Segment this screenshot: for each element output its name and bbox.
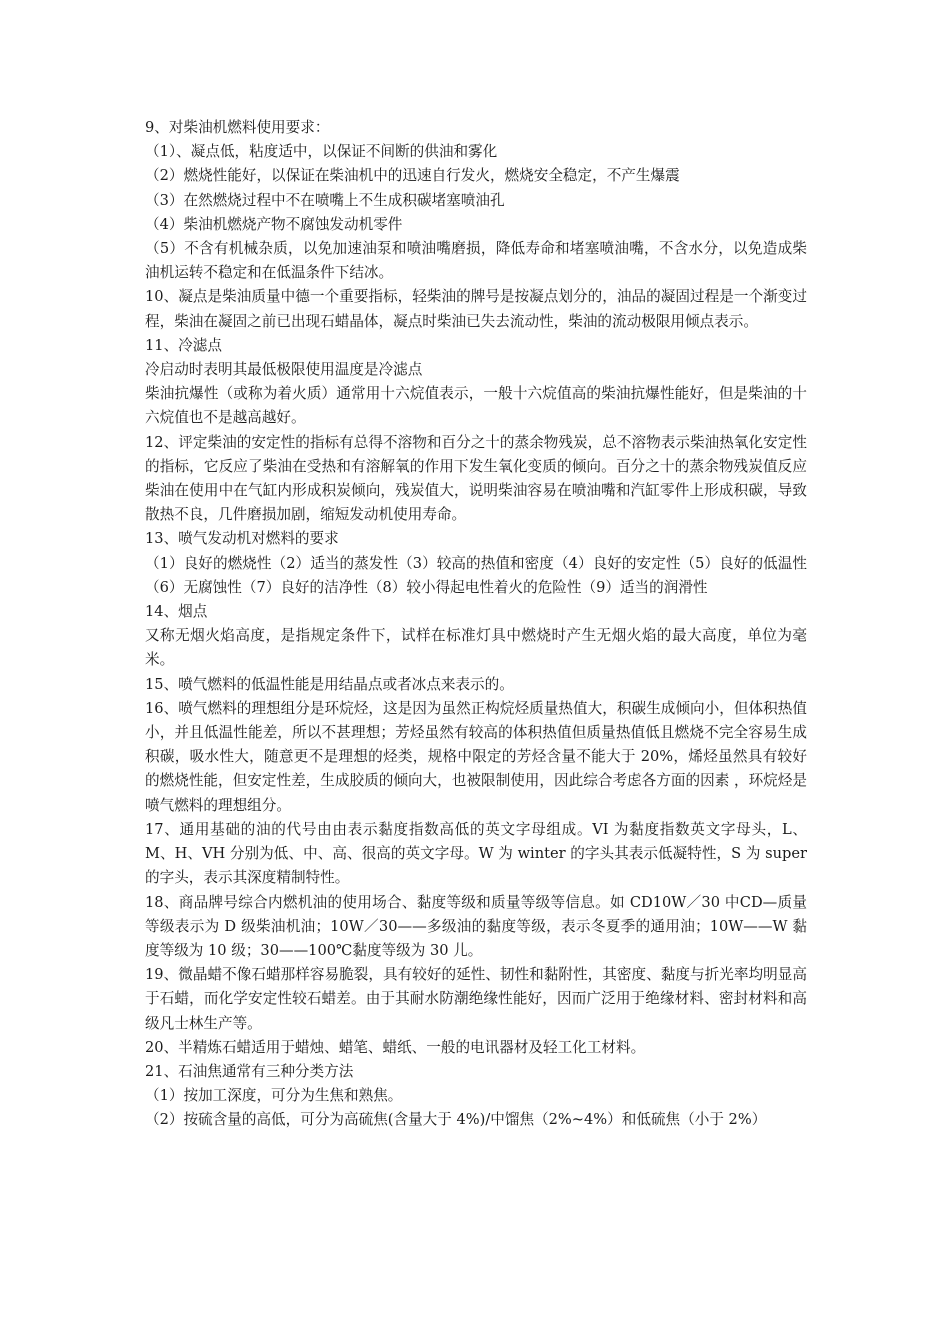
paragraph-21-item-1: （1）按加工深度，可分为生焦和熟焦。 [145,1087,403,1105]
paragraph-9-item-5: （5）不含有机械杂质，以免加速油泵和喷油嘴磨损，降低寿命和堵塞喷油嘴，不含水分，以免造成柴油机运转不稳定和在低温条件下结冰。 [145,240,807,282]
paragraph-9-item-2: （2）燃烧性能好，以保证在柴油机中的迅速自行发火，燃烧安全稳定，不产生爆震 [145,167,680,185]
paragraph-13-body: （1）良好的燃烧性（2）适当的蒸发性（3）较高的热值和密度（4）良好的安定性（5）良好的低温性（6）无腐蚀性（7）良好的洁净性（8）较小得起电性着火的危险性（9）适当的润滑性 [145,554,807,596]
paragraph-21-heading: 21、石油焦通常有三种分类方法 [145,1062,354,1080]
paragraph-9-item-1: （1）、凝点低，粘度适中，以保证不间断的供油和雾化 [145,143,498,161]
paragraph-9-item-3: （3）在然燃烧过程中不在喷嘴上不生成积碳堵塞喷油孔 [145,191,505,209]
paragraph-17: 17、通用基础的油的代号由由表示黏度指数高低的英文字母组成。VI 为黏度指数英文字母头，L、M、H、VH 分别为低、中、高、很高的英文字母。W 为 winter 的字头其表示低凝特性，S 为 super 的字头，表示其深度精制特性。 [145,820,807,887]
paragraph-11-body: 冷启动时表明其最低极限使用温度是冷滤点 [145,361,423,379]
paragraph-20: 20、半精炼石蜡适用于蜡烛、蜡笔、蜡纸、一般的电讯器材及轻工化工材料。 [145,1038,646,1056]
paragraph-9-heading: 9、对柴油机燃料使用要求： [145,119,330,136]
paragraph-11-heading: 11、冷滤点 [145,336,222,354]
paragraph-19: 19、微晶蜡不像石蜡那样容易脆裂，具有较好的延性、韧性和黏附性，其密度、黏度与折光率均明显高于石蜡，而化学安定性较石蜡差。由于其耐水防潮绝缘性能好，因而广泛用于绝缘材料、密封材料和高级凡士林生产等。 [145,966,807,1032]
paragraph-9-item-4: （4）柴油机燃烧产物不腐蚀发动机零件 [145,215,403,233]
paragraph-12: 12、评定柴油的安定性的指标有总得不溶物和百分之十的蒸余物残炭，总不溶物表示柴油热氧化安定性的指标，它反应了柴油在受热和有溶解氧的作用下发生氧化变质的倾向。百分之十的蒸余物残炭值反应柴油在使用中在气缸内形成积炭倾向，残炭值大，说明柴油容易在喷油嘴和汽缸零件上形成积碳，导致散热不良，几件磨损加剧，缩短发动机使用寿命。 [145,433,807,524]
paragraph-21-item-2: （2）按硫含量的高低，可分为高硫焦(含量大于 4%)/中馏焦（2%~4%）和低硫焦（小于 2%） [145,1111,767,1129]
paragraph-16: 16、喷气燃料的理想组分是环烷烃，这是因为虽然正构烷烃质量热值大，积碳生成倾向小，但体积热值小，并且低温性能差，所以不甚理想；芳烃虽然有较高的体积热值但质量热值低且燃烧不完全容易生成积碳，吸水性大，随意更不是理想的烃类，规格中限定的芳烃含量不能大于 20%，烯烃虽然具有较好的燃烧性能，但安定性差，生成胶质的倾向大，也被限制使用，因此综合考虑各方面的因素 ，环烷烃是喷气燃料的理想组分。 [145,699,807,814]
paragraph-15: 15、喷气燃料的低温性能是用结晶点或者冰点来表示的。 [145,675,514,693]
paragraph-18: 18、商品牌号综合内燃机油的使用场合、黏度等级和质量等级等信息。如 CD10W／30 中CD—质量等级表示为 D 级柴油机油；10W／30——多级油的黏度等级，表示冬夏季的通用油；10W——W 黏度等级为 10 级；30——100℃黏度等级为 30 儿。 [145,893,807,959]
document-body [145,116,807,1133]
paragraph-10: 10、凝点是柴油质量中德一个重要指标，轻柴油的牌号是按凝点划分的，油品的凝固过程是一个渐变过程，柴油在凝固之前已出现石蜡晶体，凝点时柴油已失去流动性，柴油的流动极限用倾点表示。 [145,288,807,330]
paragraph-14-body: 又称无烟火焰高度，是指规定条件下，试样在标准灯具中燃烧时产生无烟火焰的最大高度，单位为毫米。 [145,627,807,669]
paragraph-antiknock: 柴油抗爆性（或称为着火质）通常用十六烷值表示，一般十六烷值高的柴油抗爆性能好，但是柴油的十六烷值也不是越高越好。 [145,385,807,427]
paragraph-13-heading: 13、喷气发动机对燃料的要求 [145,530,339,548]
paragraph-14-heading: 14、烟点 [145,603,208,621]
